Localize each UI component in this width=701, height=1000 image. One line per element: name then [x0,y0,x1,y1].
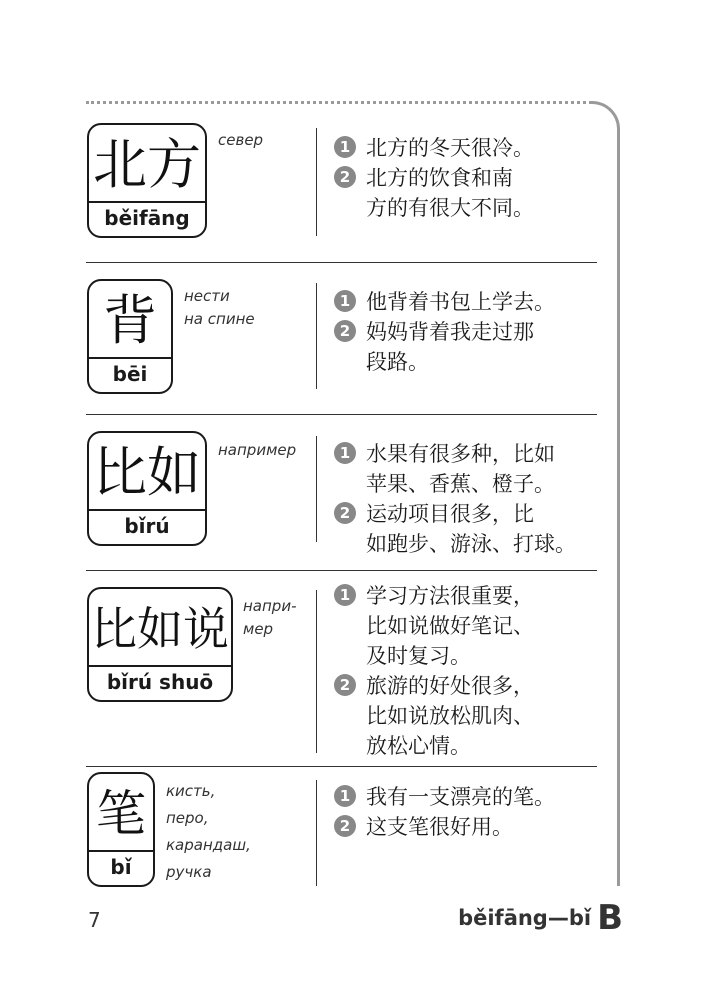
entry-divider [86,414,597,415]
example-number-badge: 1 [334,785,356,807]
translation-line: север [218,131,264,149]
example-sentence [334,133,534,163]
word-card [87,279,173,394]
section-letter: B [597,898,623,938]
example-text: 运动项目很多，比 如跑步、游泳、打球。 [366,502,576,556]
example-number-badge: 1 [334,290,356,312]
example-number-badge: 1 [334,136,356,158]
example-text: 妈妈背着我走过那 段路。 [366,320,534,374]
column-separator [316,436,317,542]
word-translation [243,595,297,641]
example-sentence [334,499,576,559]
word-hanzi: 背 [103,289,157,352]
example-number-badge: 1 [334,442,356,464]
translation-line: на спине [184,310,255,328]
translation-line: мер [243,620,274,638]
example-number-badge: 2 [334,674,356,696]
word-translation [166,778,251,886]
example-text: 学习方法很重要， 比如说做好笔记、 及时复习。 [366,584,534,668]
word-pinyin: bǐrú [89,509,205,544]
word-pinyin: bǐ [89,850,153,885]
word-pinyin: bēi [89,357,171,392]
example-number-badge: 2 [334,815,356,837]
word-translation [218,439,296,462]
word-translation [218,129,263,152]
frame-top-border [86,101,592,104]
word-hanzi: 比如说 [91,602,229,656]
column-separator [316,590,317,753]
translation-line: перо, [166,809,209,827]
example-list [334,782,555,842]
example-text: 他背着书包上学去。 [366,290,555,314]
column-separator [316,128,317,236]
example-list [334,581,534,761]
example-sentence [334,671,534,761]
word-hanzi: 北方 [93,133,201,196]
example-text: 北方的饮食和南 方的有很大不同。 [366,166,534,220]
frame-right-border [617,128,620,886]
running-head-range: běifāng—bǐ [458,906,592,930]
word-card [87,772,155,887]
translation-line: напри- [243,597,297,615]
example-list [334,439,576,559]
page-number: 7 [88,908,101,932]
example-list [334,133,534,223]
column-separator [316,780,317,886]
example-sentence [334,439,576,499]
example-sentence [334,163,534,223]
word-card [87,123,207,238]
translation-line: нести [184,287,230,305]
word-hanzi: 比如 [93,441,201,504]
example-sentence [334,287,555,317]
entry-divider [86,766,597,767]
entry-divider [86,262,597,263]
example-text: 水果有很多种，比如 苹果、香蕉、橙子。 [366,442,555,496]
example-list [334,287,555,377]
example-sentence [334,581,534,671]
example-text: 我有一支漂亮的笔。 [366,785,555,809]
entry-divider [86,570,597,571]
example-number-badge: 2 [334,320,356,342]
example-text: 这支笔很好用。 [366,815,513,839]
example-text: 北方的冬天很冷。 [366,136,534,160]
word-card [87,431,207,546]
translation-line: ручка [166,863,212,881]
example-text: 旅游的好处很多， 比如说放松肌肉、 放松心情。 [366,674,534,758]
running-head [458,898,623,938]
example-sentence [334,812,555,842]
example-sentence [334,782,555,812]
example-number-badge: 2 [334,166,356,188]
word-hanzi: 笔 [96,785,146,843]
translation-line: например [218,441,297,459]
column-separator [316,283,317,389]
translation-line: кисть, [166,782,216,800]
word-card [87,587,233,702]
word-pinyin: běifāng [89,201,205,236]
frame-corner [590,101,620,131]
example-number-badge: 2 [334,502,356,524]
word-translation [184,285,255,331]
translation-line: карандаш, [166,836,251,854]
example-number-badge: 1 [334,584,356,606]
word-pinyin: bǐrú shuō [89,665,231,700]
example-sentence [334,317,555,377]
